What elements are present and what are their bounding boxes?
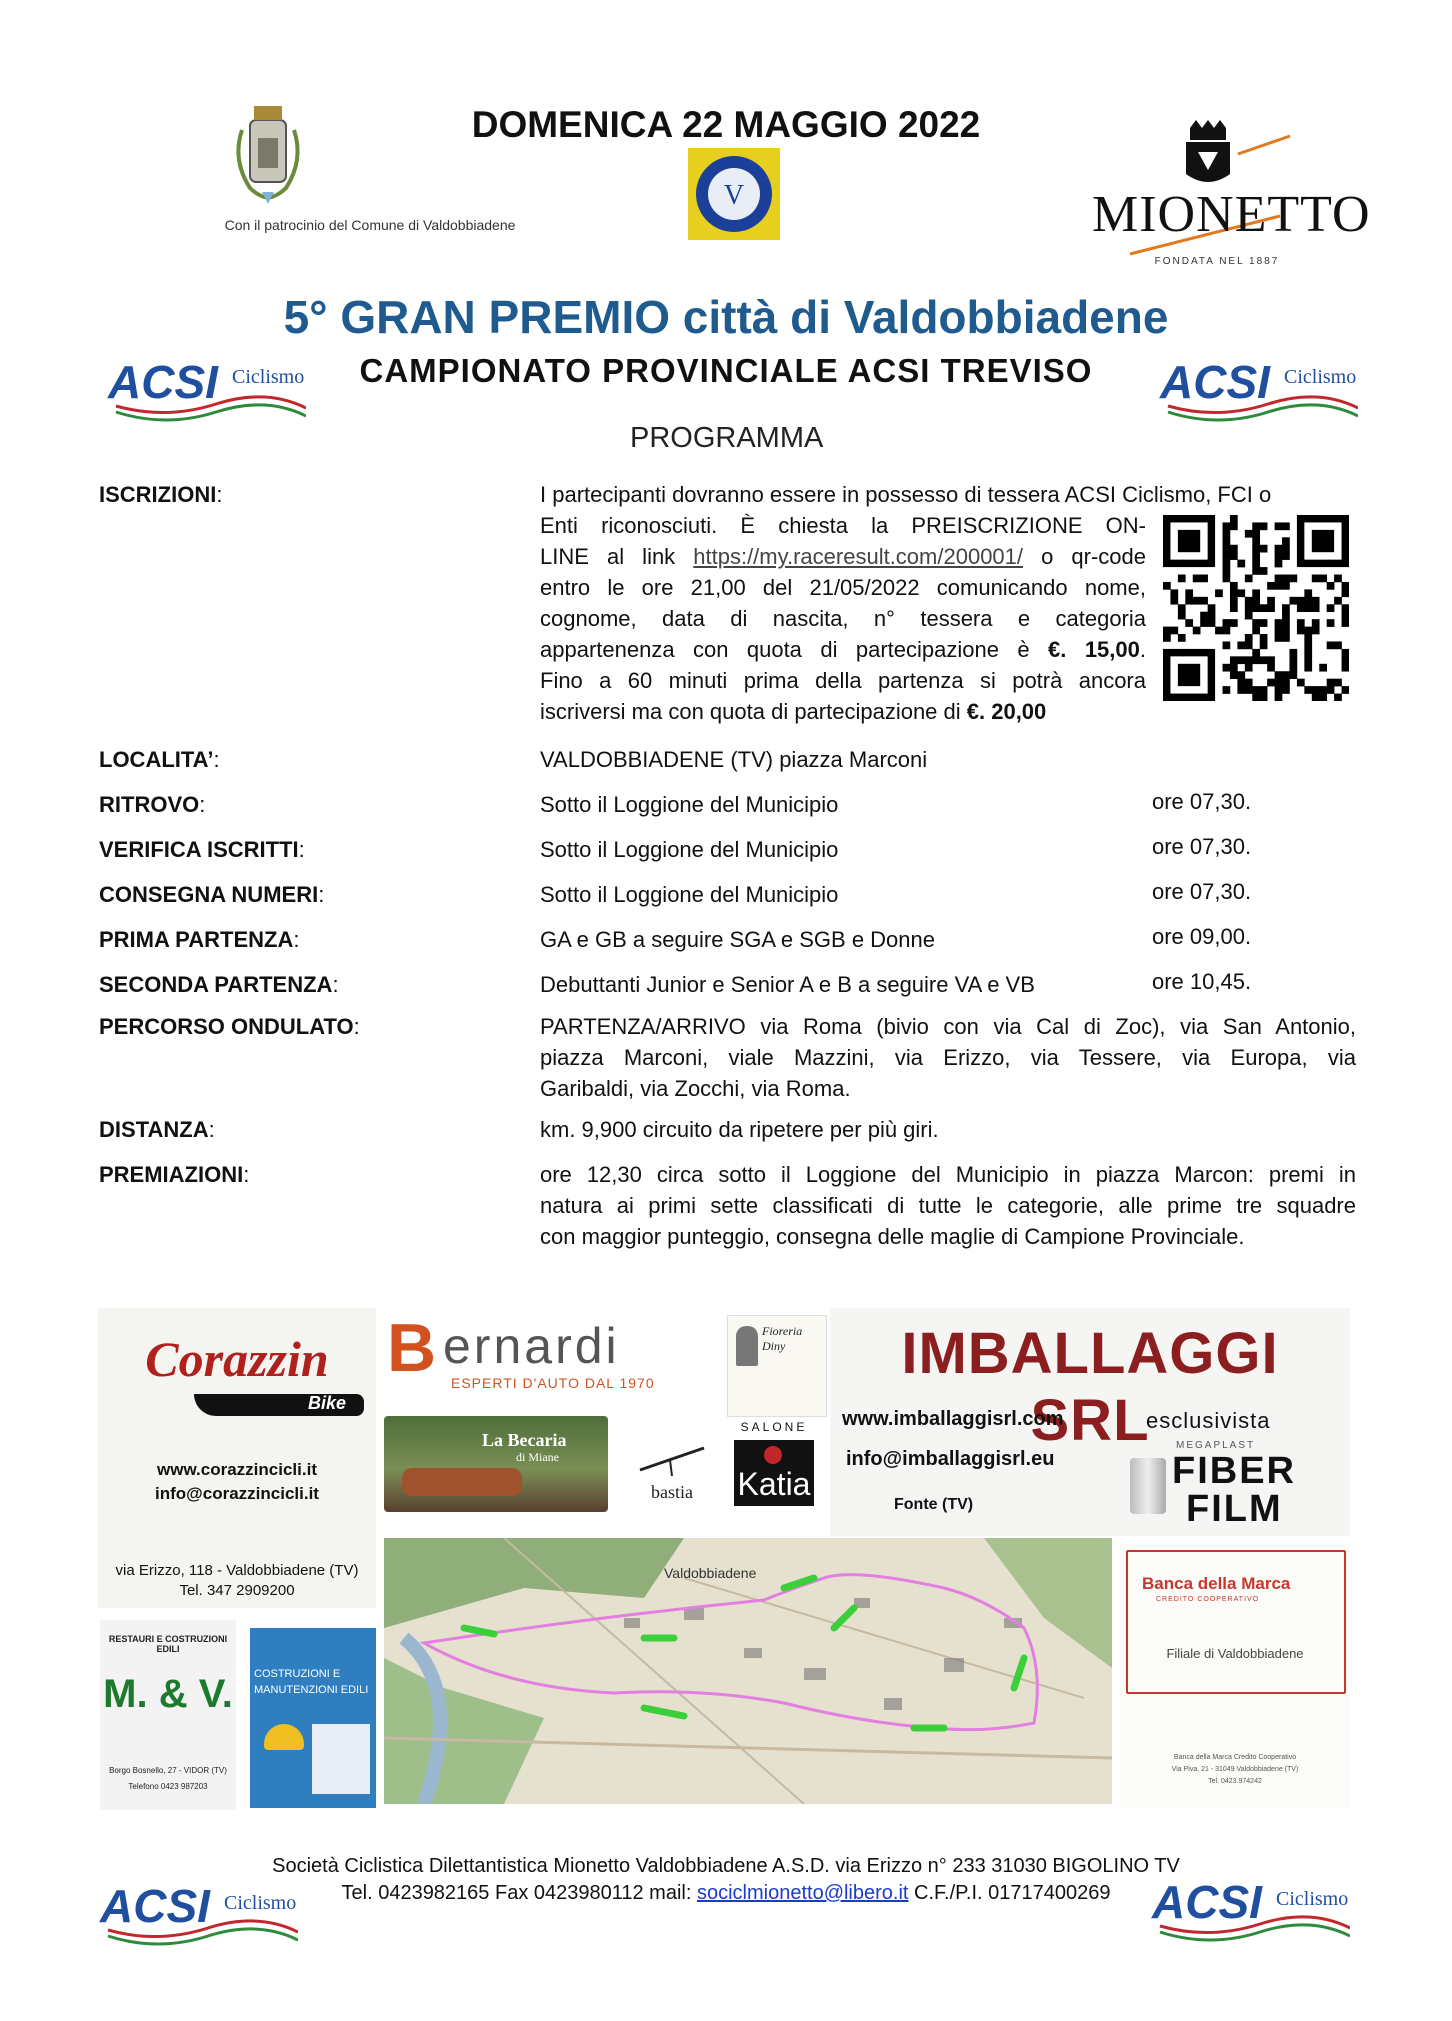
row-label: SECONDA PARTENZA: xyxy=(99,972,339,997)
distanza-value: km. 9,900 circuito da ripetere per più giri. xyxy=(540,1117,939,1142)
percorso-text xyxy=(540,1011,1356,1104)
film-word: FILM xyxy=(1186,1488,1283,1530)
mv-top: RESTAURI E COSTRUZIONI EDILI xyxy=(108,1634,228,1654)
footer-email-link[interactable]: sociclmionetto@libero.it xyxy=(696,1882,909,1904)
cows-image xyxy=(402,1468,522,1496)
katia-dot xyxy=(764,1446,782,1464)
premiazioni-line1: ore 12,30 circa sotto il Loggione del Municipio in piazza Marcon: premi in xyxy=(540,1162,1356,1187)
costruzioni-line2: MANUTENZIONI EDILI xyxy=(254,1684,369,1696)
bernardi-tagline: ESPERTI D'AUTO DAL 1970 xyxy=(451,1375,655,1391)
row-value: Sotto il Loggione del Municipio xyxy=(540,882,839,907)
corazzin-mail: info@corazzincicli.it xyxy=(155,1484,319,1503)
bernardi-initial: B xyxy=(387,1315,437,1386)
becaria-name: La Becaria xyxy=(482,1430,567,1450)
percorso-line1: PARTENZA/ARRIVO via Roma (bivio con via Cal di Zoc), via San Antonio, xyxy=(540,1014,1356,1039)
fioreria-name: Fioreria Diny xyxy=(762,1324,803,1353)
sponsor-katia xyxy=(728,1420,820,1512)
fee-preregistration: €. 15,00 xyxy=(1048,637,1140,662)
imballaggi-brand: MEGAPLAST xyxy=(1176,1440,1256,1451)
banca-foot3: Tel. 0423.974242 xyxy=(1208,1778,1262,1785)
banca-frame xyxy=(1126,1550,1346,1694)
corazzin-web: www.corazzincicli.it xyxy=(157,1460,317,1479)
iscrizioni-label: ISCRIZIONI: xyxy=(99,482,223,507)
footer-line1: Società Ciclistica Dilettantistica Mionetto Valdobbiadene A.S.D. via Erizzo n° 233 31030 BIGOLINO TV xyxy=(272,1855,1180,1877)
programma-heading: PROGRAMMA xyxy=(630,422,824,454)
row-time: ore 09,00. xyxy=(1152,924,1252,949)
sponsor-bernardi xyxy=(383,1315,703,1395)
registration-link[interactable]: https://my.raceresult.com/200001/ xyxy=(693,544,1024,569)
acsi-mark: ACSI xyxy=(108,356,218,408)
mv-addr: Borgo Bosnello, 27 - VIDOR (TV) xyxy=(109,1766,227,1775)
percorso-line2: piazza Marconi, viale Mazzini, via Erizzo, via Tessere, via Europa, via xyxy=(540,1045,1356,1070)
sponsor-fioreria xyxy=(727,1315,827,1417)
bernardi-name: ernardi xyxy=(443,1318,620,1374)
acsi-logo-right xyxy=(1158,350,1358,430)
fiber-roll xyxy=(1130,1458,1166,1514)
corazzin-tel: Tel. 347 2909200 xyxy=(179,1582,295,1599)
percorso-label: PERCORSO ONDULATO: xyxy=(99,1014,360,1039)
acsi-word: Ciclismo xyxy=(232,366,305,388)
row-value: Debuttanti Junior e Senior A e B a seguire VA e VB xyxy=(540,972,1035,997)
row-value: Sotto il Loggione del Municipio xyxy=(540,837,839,862)
iscrizioni-text xyxy=(540,479,1326,510)
mionetto-tagline: FONDATA NEL 1887 xyxy=(1154,256,1280,267)
event-date: DOMENICA 22 MAGGIO 2022 xyxy=(471,104,981,145)
banca-foot2: Via Piva, 21 - 31049 Valdobbiadene (TV) xyxy=(1171,1766,1299,1773)
imballaggi-excl: esclusivista xyxy=(1146,1408,1271,1433)
imballaggi-name: IMBALLAGGI SRL xyxy=(901,1321,1279,1453)
sponsor-bastia xyxy=(630,1440,714,1510)
fiber-word: FIBER xyxy=(1172,1450,1296,1492)
banca-sub: CREDITO COOPERATIVO xyxy=(1156,1596,1260,1603)
row-label: LOCALITA’: xyxy=(99,747,220,772)
banca-branch: Filiale di Valdobbiadene xyxy=(1166,1646,1304,1661)
iscrizioni-block xyxy=(540,510,1146,727)
acsi-logo-footer-left xyxy=(98,1874,298,1954)
row-value: GA e GB a seguire SGA e SGB e Donne xyxy=(540,927,936,952)
route-map[interactable] xyxy=(384,1538,1112,1804)
row-label: VERIFICA ISCRITTI: xyxy=(99,837,305,862)
premiazioni-text xyxy=(540,1159,1356,1252)
acsi-word: Ciclismo xyxy=(1276,1888,1349,1910)
row-time: ore 07,30. xyxy=(1152,789,1252,814)
row-label: RITROVO: xyxy=(99,792,206,817)
mv-tel: Telefono 0423 987203 xyxy=(128,1782,208,1791)
sponsor-mv xyxy=(100,1620,236,1810)
iscrizioni-line6: appartenenza con quota di partecipazione è €. 15,00. xyxy=(540,637,1146,662)
event-title: 5° GRAN PREMIO città di Valdobbiadene xyxy=(283,291,1169,343)
acsi-mark: ACSI xyxy=(100,1880,210,1932)
mv-name: M. & V. xyxy=(103,1672,233,1716)
imballaggi-place: Fonte (TV) xyxy=(894,1496,974,1513)
sponsor-costruzioni xyxy=(250,1628,376,1808)
acsi-logo-footer-right xyxy=(1150,1870,1350,1950)
acsi-mark: ACSI xyxy=(1160,356,1270,408)
row-label: PRIMA PARTENZA: xyxy=(99,927,300,952)
mionetto-wordmark: MIONETTO xyxy=(1092,186,1371,243)
qr-code[interactable] xyxy=(1163,515,1349,701)
bastia-glass-icon xyxy=(630,1440,714,1480)
valdobbiadene-badge xyxy=(688,148,780,240)
row-time: ore 07,30. xyxy=(1152,879,1252,904)
patrocinio-text: Con il patrocinio del Comune di Valdobbiadene xyxy=(224,217,516,233)
banca-foot1: Banca della Marca Credito Cooperativo xyxy=(1173,1754,1297,1761)
iscrizioni-line5: cognome, data di nascita, n° tessera e categoria xyxy=(540,606,1146,631)
row-value: Sotto il Loggione del Municipio xyxy=(540,792,839,817)
sponsor-imballaggi xyxy=(830,1308,1350,1536)
premiazioni-line2: natura ai primi sette classificati di tutte le categorie, alle prime tre squadre xyxy=(540,1193,1356,1218)
row-label: CONSEGNA NUMERI: xyxy=(99,882,325,907)
imballaggi-mail: info@imballaggisrl.eu xyxy=(846,1448,1055,1470)
footer-line2: Tel. 0423982165 Fax 0423980112 mail: sociclmionetto@libero.it C.F./P.I. 01717400269 xyxy=(341,1882,1111,1904)
costruzioni-details xyxy=(312,1724,370,1794)
sponsor-corazzin xyxy=(98,1308,376,1608)
acsi-logo-left xyxy=(106,350,306,430)
fioreria-figure xyxy=(736,1326,758,1366)
row-time: ore 10,45. xyxy=(1152,969,1252,994)
costruzioni-line1: COSTRUZIONI E xyxy=(254,1668,341,1680)
acsi-word: Ciclismo xyxy=(1284,366,1357,388)
distanza-label: DISTANZA: xyxy=(99,1117,215,1142)
row-time: ore 07,30. xyxy=(1152,834,1252,859)
helmet-icon xyxy=(264,1724,304,1750)
bastia-name: bastia xyxy=(651,1482,693,1502)
row-value: VALDOBBIADENE (TV) piazza Marconi xyxy=(540,747,928,772)
corazzin-name: Corazzin xyxy=(145,1331,329,1387)
sponsor-becaria xyxy=(384,1416,608,1512)
premiazioni-label: PREMIAZIONI: xyxy=(99,1162,250,1187)
event-subtitle: CAMPIONATO PROVINCIALE ACSI TREVISO xyxy=(359,352,1093,389)
sponsor-banca xyxy=(1120,1544,1350,1808)
katia-name: Katia xyxy=(737,1466,811,1502)
acsi-word: Ciclismo xyxy=(224,1892,297,1914)
imballaggi-web: www.imballaggisrl.com xyxy=(842,1408,1064,1430)
acsi-mark: ACSI xyxy=(1152,1876,1262,1928)
fee-late: €. 20,00 xyxy=(966,699,1047,724)
premiazioni-line3: con maggior punteggio, consegna delle maglie di Campione Provinciale. xyxy=(540,1224,1245,1249)
corazzin-address: via Erizzo, 118 - Valdobbiadene (TV) xyxy=(115,1562,359,1579)
iscrizioni-line3: LINE al link https://my.raceresult.com/200001/ o qr-code xyxy=(540,544,1146,569)
iscrizioni-line7: Fino a 60 minuti prima della partenza si potrà ancora xyxy=(540,668,1146,693)
banca-name: Banca della Marca xyxy=(1142,1574,1291,1593)
percorso-line3: Garibaldi, via Zocchi, via Roma. xyxy=(540,1076,851,1101)
map-town-label: Valdobbiadene xyxy=(664,1565,757,1581)
badge-letter: V xyxy=(723,180,745,211)
becaria-sub: di Miane xyxy=(516,1450,559,1464)
iscrizioni-line4: entro le ore 21,00 del 21/05/2022 comunicando nome, xyxy=(540,575,1146,600)
iscrizioni-line2: Enti riconosciuti. È chiesta la PREISCRIZIONE ON- xyxy=(540,513,1146,538)
katia-top: SALONE xyxy=(740,1420,808,1434)
iscrizioni-line8: iscriversi ma con quota di partecipazione di €. 20,00 xyxy=(540,699,1047,724)
corazzin-sub: Bike xyxy=(308,1393,347,1413)
iscrizioni-line1: I partecipanti dovranno essere in possesso di tessera ACSI Ciclismo, FCI o xyxy=(540,482,1272,507)
